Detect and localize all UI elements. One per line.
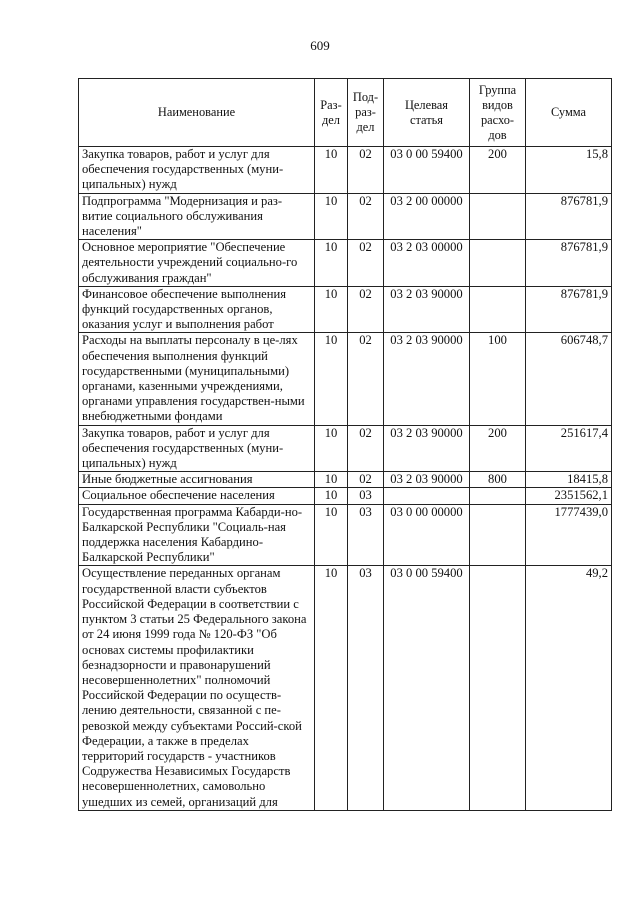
table-row xyxy=(79,333,612,425)
table-row xyxy=(79,504,612,566)
table-row xyxy=(79,193,612,240)
cell-subsection: 02 xyxy=(348,472,384,488)
cell-name: Государственная программа Кабарди-но-Балкарской Республики "Социаль-ная поддержка населения Кабардино-Балкарской Республики" xyxy=(79,504,315,566)
cell-target: 03 2 00 00000 xyxy=(384,193,470,240)
budget-table xyxy=(78,78,612,811)
cell-section: 10 xyxy=(315,147,348,194)
cell-group: 200 xyxy=(470,147,526,194)
header-sum: Сумма xyxy=(526,79,612,147)
cell-sum: 49,2 xyxy=(526,566,612,811)
cell-target: 03 2 03 90000 xyxy=(384,425,470,472)
cell-group: 800 xyxy=(470,472,526,488)
cell-name: Финансовое обеспечение выполнения функций государственных органов, оказания услуг и выполнения работ xyxy=(79,286,315,333)
cell-target xyxy=(384,488,470,504)
cell-section: 10 xyxy=(315,566,348,811)
header-subsection: Под- раз- дел xyxy=(348,79,384,147)
cell-section: 10 xyxy=(315,472,348,488)
table-header xyxy=(79,79,612,147)
cell-section: 10 xyxy=(315,425,348,472)
header-group: Группа видов расхо- дов xyxy=(470,79,526,147)
cell-name: Социальное обеспечение населения xyxy=(79,488,315,504)
cell-target: 03 2 03 90000 xyxy=(384,333,470,425)
cell-target: 03 2 03 90000 xyxy=(384,286,470,333)
cell-target: 03 0 00 59400 xyxy=(384,566,470,811)
cell-sum: 876781,9 xyxy=(526,193,612,240)
cell-target: 03 0 00 59400 xyxy=(384,147,470,194)
cell-group: 100 xyxy=(470,333,526,425)
table-row xyxy=(79,488,612,504)
table-row xyxy=(79,566,612,811)
table-row xyxy=(79,147,612,194)
table-row xyxy=(79,286,612,333)
header-target: Целевая статья xyxy=(384,79,470,147)
header-name: Наименование xyxy=(79,79,315,147)
cell-name: Подпрограмма "Модернизация и раз-витие социального обслуживания населения" xyxy=(79,193,315,240)
table-row xyxy=(79,240,612,287)
cell-subsection: 02 xyxy=(348,147,384,194)
cell-subsection: 02 xyxy=(348,333,384,425)
cell-sum: 2351562,1 xyxy=(526,488,612,504)
cell-name: Закупка товаров, работ и услуг для обеспечения государственных (муни-ципальных) нужд xyxy=(79,425,315,472)
cell-sum: 876781,9 xyxy=(526,240,612,287)
cell-sum: 15,8 xyxy=(526,147,612,194)
cell-section: 10 xyxy=(315,488,348,504)
page-number: 609 xyxy=(310,38,330,53)
cell-group xyxy=(470,504,526,566)
cell-name: Закупка товаров, работ и услуг для обеспечения государственных (муни-ципальных) нужд xyxy=(79,147,315,194)
table-body xyxy=(79,147,612,811)
cell-subsection: 03 xyxy=(348,488,384,504)
cell-group xyxy=(470,193,526,240)
cell-sum: 251617,4 xyxy=(526,425,612,472)
cell-target: 03 2 03 00000 xyxy=(384,240,470,287)
cell-subsection: 02 xyxy=(348,425,384,472)
cell-sum: 876781,9 xyxy=(526,286,612,333)
cell-group xyxy=(470,240,526,287)
cell-group: 200 xyxy=(470,425,526,472)
cell-subsection: 02 xyxy=(348,286,384,333)
cell-sum: 18415,8 xyxy=(526,472,612,488)
cell-section: 10 xyxy=(315,193,348,240)
cell-name: Осуществление переданных органам государственной власти субъектов Российской Федерации в соответствии с пунктом 3 статьи 25 Федерального закона от 24 июня 1999 года № 120-ФЗ "Об основах системы профилактики безнадзорности и правонарушений несовершеннолетних" полномочий Российской Федерации по осуществ-лению деятельности, связанной с пе-ревозкой между субъектами Россий-ской Федерации, а также в пределах территорий государств - участников Содружества Независимых Государств несовершеннолетних, самовольно ушедших из семей, организаций для xyxy=(79,566,315,811)
cell-name: Основное мероприятие "Обеспечение деятельности учреждений социально-го обслуживания граждан" xyxy=(79,240,315,287)
cell-sum: 606748,7 xyxy=(526,333,612,425)
cell-subsection: 03 xyxy=(348,504,384,566)
cell-name: Иные бюджетные ассигнования xyxy=(79,472,315,488)
cell-section: 10 xyxy=(315,504,348,566)
table-row xyxy=(79,425,612,472)
cell-target: 03 0 00 00000 xyxy=(384,504,470,566)
cell-section: 10 xyxy=(315,286,348,333)
cell-group xyxy=(470,286,526,333)
cell-section: 10 xyxy=(315,333,348,425)
cell-target: 03 2 03 90000 xyxy=(384,472,470,488)
cell-subsection: 03 xyxy=(348,566,384,811)
cell-group xyxy=(470,566,526,811)
table-row xyxy=(79,472,612,488)
cell-group xyxy=(470,488,526,504)
cell-subsection: 02 xyxy=(348,240,384,287)
cell-section: 10 xyxy=(315,240,348,287)
cell-sum: 1777439,0 xyxy=(526,504,612,566)
cell-subsection: 02 xyxy=(348,193,384,240)
header-section: Раз- дел xyxy=(315,79,348,147)
cell-name: Расходы на выплаты персоналу в це-лях обеспечения выполнения функций государственными (муниципальными) органами, казенными учреждениями, органами управления государствен-ными внебюджетными фондами xyxy=(79,333,315,425)
